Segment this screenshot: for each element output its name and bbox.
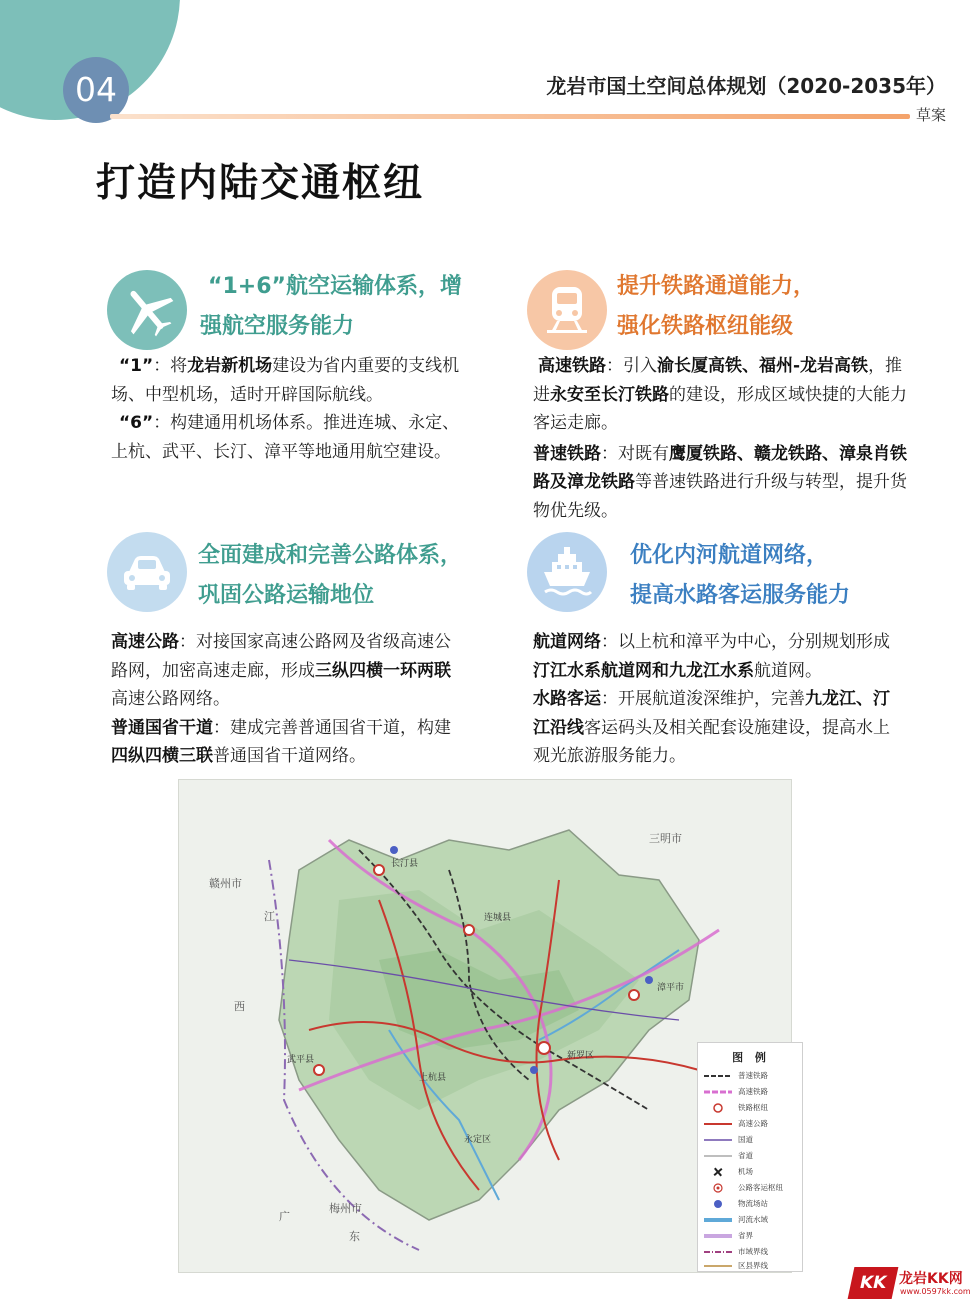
legend-label: 河流水域 <box>738 1215 768 1224</box>
legend-normal-rail-symbol <box>704 1071 732 1081</box>
water-title-line-1: 优化内河航道网络， <box>630 543 829 568</box>
water-text: 客运码头及相关配套设施建设，提高水上观光旅游服务能力。 <box>533 717 890 766</box>
air-text: ：将 <box>153 356 188 376</box>
road-text: ：对接国家高速公路网及省级高速公路网，加密高速走廊，形成 <box>111 632 451 681</box>
legend-item <box>704 1165 802 1179</box>
chapter-number: 04 <box>63 57 129 123</box>
document-title: 龙岩市国土空间总体规划（2020-2035年） <box>546 74 946 98</box>
water-text: ：以上杭和漳平为中心，分别规划形成 <box>601 632 890 652</box>
legend-provincial-road-symbol <box>704 1151 732 1161</box>
legend-item <box>704 1149 802 1163</box>
legend-label: 铁路枢纽 <box>738 1103 768 1112</box>
legend-water-symbol <box>704 1215 732 1225</box>
legend-item <box>704 1117 802 1131</box>
legend-title: 图 例 <box>732 1051 770 1064</box>
legend-province-border-symbol <box>704 1231 732 1241</box>
rail-term-normal: 普速铁路 <box>533 443 601 464</box>
legend-label: 省界 <box>738 1231 753 1240</box>
map-label-ganzhou: 赣州市 <box>209 877 242 890</box>
map-label-meizhou: 梅州市 <box>329 1202 362 1215</box>
map-label-changting: 长汀县 <box>391 859 419 869</box>
road-text: 普通国省干道网络。 <box>213 746 366 766</box>
ship-icon <box>527 532 607 612</box>
railway-hub-marker <box>314 1065 324 1075</box>
legend-label: 机场 <box>738 1167 753 1176</box>
rail-title-line-2: 强化铁路枢纽能级 <box>617 314 794 339</box>
rail-term-hsr: 高速铁路 <box>538 356 606 376</box>
legend-national-road-symbol <box>704 1135 732 1145</box>
water-river-systems: 汀江水系航道网和九龙江水系 <box>533 660 754 681</box>
map-label-yongding: 永定区 <box>464 1135 492 1145</box>
draft-label: 草案 <box>915 106 946 124</box>
water-section-body <box>533 628 903 771</box>
map-label-shanghang: 上杭县 <box>419 1073 447 1083</box>
road-network-3v4h: 三纵四横一环两联 <box>315 660 451 681</box>
road-term-trunk: 普通国省干道 <box>111 717 213 738</box>
rail-existing-lines: 鹰厦铁路、赣龙铁路、漳泉肖铁路及漳龙铁路 <box>533 443 907 492</box>
map-label-guang: 广 <box>279 1210 290 1223</box>
legend-item <box>704 1213 802 1227</box>
header-rule <box>110 114 910 119</box>
rail-yongan-line: 永安至长汀铁路 <box>550 384 669 405</box>
watermark-name: 龙岩KK网 <box>899 1271 963 1287</box>
legend-item <box>704 1259 802 1273</box>
air-section-title <box>200 267 462 347</box>
legend-label: 高速公路 <box>738 1119 768 1128</box>
legend-item <box>704 1101 802 1115</box>
water-rivers: 九龙江、汀江沿线 <box>533 689 890 738</box>
air-new-airport: 龙岩新机场 <box>187 356 273 376</box>
train-icon <box>527 270 607 350</box>
map-label-xi: 西 <box>234 1000 245 1013</box>
map-label-xinluo: 新罗区 <box>567 1051 595 1061</box>
legend-item <box>704 1085 802 1099</box>
logistics-marker <box>530 1066 538 1074</box>
air-term-1: “1” <box>119 356 154 376</box>
map-label-jiang: 江 <box>264 910 275 923</box>
watermark-logo: KK <box>848 1267 899 1299</box>
rail-title-line-1: 提升铁路通道能力， <box>617 274 816 299</box>
water-section-title <box>630 536 850 616</box>
water-text: ：开展航道浚深维护，完善 <box>601 689 805 709</box>
legend-item <box>704 1133 802 1147</box>
legend-item <box>704 1181 802 1195</box>
road-text: 高速公路网络。 <box>111 689 230 709</box>
legend-airport-symbol <box>704 1167 732 1177</box>
legend-logistics-symbol <box>704 1199 732 1209</box>
car-icon <box>107 532 187 612</box>
railway-hub-marker <box>464 925 474 935</box>
rail-text: ：对既有 <box>601 443 669 464</box>
railway-hub-marker <box>374 865 384 875</box>
legend-bus-hub-symbol <box>704 1183 732 1193</box>
legend-label: 高速铁路 <box>738 1087 768 1096</box>
air-title-line-1: “1+6”航空运输体系，增 <box>208 274 462 299</box>
road-section-body <box>111 628 456 771</box>
legend-city-border-symbol <box>704 1247 732 1257</box>
legend-label: 国道 <box>738 1135 753 1144</box>
legend-label: 区县界线 <box>738 1261 768 1270</box>
legend-item <box>704 1245 802 1259</box>
road-title-line-2: 巩固公路运输地位 <box>198 583 375 608</box>
map-label-zhangping: 漳平市 <box>657 983 685 993</box>
air-term-6: “6” <box>119 413 154 433</box>
watermark-url: www.0597kk.com <box>900 1287 971 1296</box>
road-network-4v4h: 四纵四横三联 <box>111 746 213 766</box>
map-legend <box>697 1042 803 1272</box>
legend-label: 省道 <box>738 1151 753 1160</box>
legend-rail-hub-symbol <box>704 1103 732 1113</box>
logistics-marker <box>645 976 653 984</box>
water-term-passenger: 水路客运 <box>533 689 601 709</box>
legend-label: 市域界线 <box>738 1247 768 1256</box>
railway-hub-marker <box>629 990 639 1000</box>
airplane-icon <box>107 270 187 350</box>
legend-item <box>704 1229 802 1243</box>
map-label-dong: 东 <box>349 1230 360 1243</box>
legend-hsr-symbol <box>704 1087 732 1097</box>
road-section-title <box>198 536 462 616</box>
water-text: 航道网。 <box>754 660 822 681</box>
map-label-wuping: 武平县 <box>287 1055 315 1065</box>
legend-item <box>704 1197 802 1211</box>
logistics-marker <box>390 846 398 854</box>
water-title-line-2: 提高水路客运服务能力 <box>630 583 851 608</box>
water-term-network: 航道网络 <box>533 632 601 652</box>
legend-label: 公路客运枢纽 <box>738 1183 783 1192</box>
rail-text: 等普速铁路进行升级与转型，提升货物优先级。 <box>533 472 907 521</box>
legend-expressway-symbol <box>704 1119 732 1129</box>
air-section-body <box>111 352 465 466</box>
map-label-sanming: 三明市 <box>649 832 682 845</box>
rail-section-body <box>533 352 908 525</box>
road-text: ：建成完善普通国省干道，构建 <box>213 717 451 738</box>
air-text: ：构建通用机场体系。推进连城、永定、上杭、武平、长汀、漳平等地通用航空建设。 <box>111 413 460 462</box>
road-term-expressway: 高速公路 <box>111 632 179 652</box>
air-text: 建设为省内重要的支线机场、中型机场，适时开辟国际航线。 <box>111 356 460 405</box>
map-label-liancheng: 连城县 <box>484 913 512 923</box>
rail-section-title <box>617 267 815 347</box>
rail-text: ：引入 <box>606 356 657 376</box>
air-title-line-2: 强航空服务能力 <box>200 314 355 339</box>
rail-lines: 渝长厦高铁、福州-龙岩高铁 <box>657 356 869 376</box>
page-title: 打造内陆交通枢纽 <box>96 161 425 206</box>
legend-county-border-symbol <box>704 1261 732 1271</box>
legend-item <box>704 1069 802 1083</box>
railway-hub-marker <box>538 1042 550 1054</box>
road-title-line-1: 全面建成和完善公路体系， <box>198 543 463 568</box>
legend-label: 普速铁路 <box>738 1071 768 1080</box>
legend-label: 物流场站 <box>738 1199 768 1208</box>
rail-text: ，推进 <box>533 356 903 405</box>
rail-text: 的建设，形成区域快捷的大能力客运走廊。 <box>533 384 907 433</box>
